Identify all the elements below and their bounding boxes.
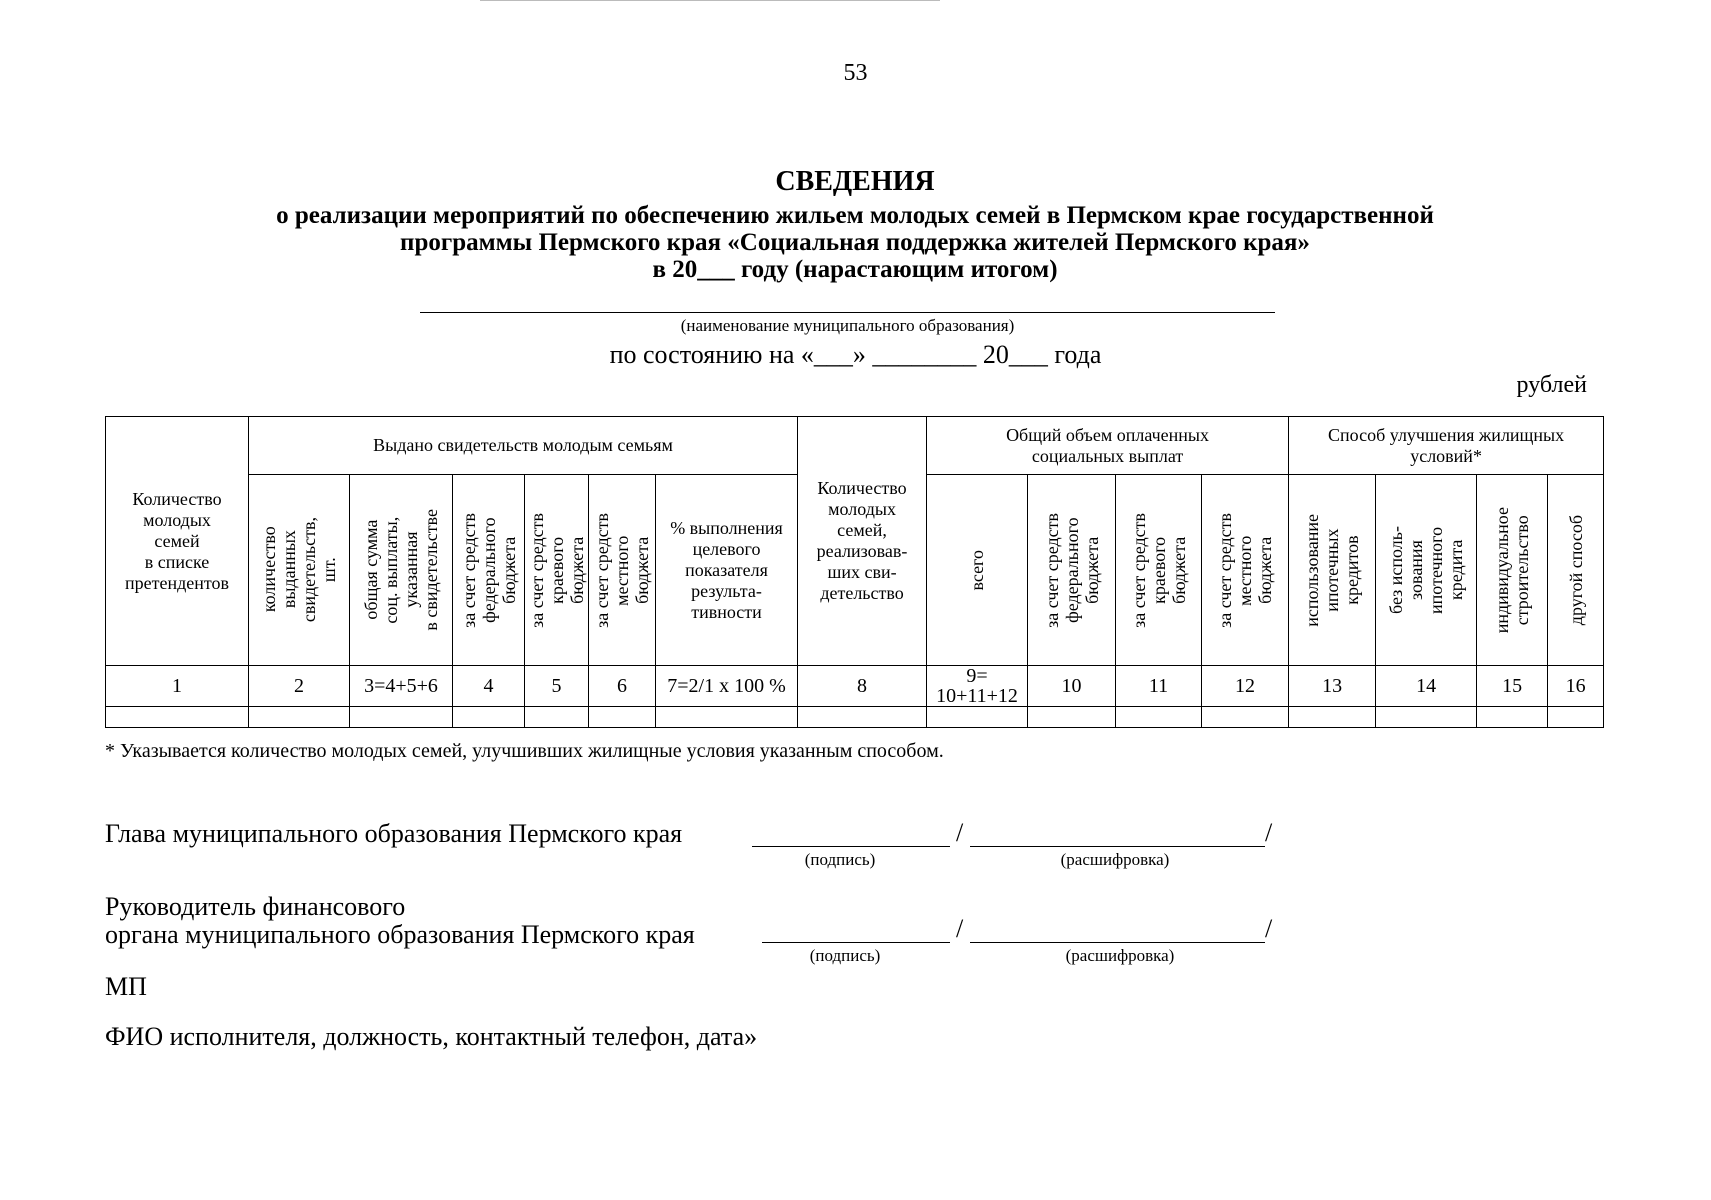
signature-2-slash: / bbox=[956, 914, 964, 943]
signature-2-sign-line[interactable] bbox=[762, 942, 950, 943]
header-total-sum: общая сумма соц. выплаты, указанная в свидетельстве bbox=[350, 475, 453, 666]
header-other-method: другой способ bbox=[1548, 475, 1604, 666]
data-cell[interactable] bbox=[927, 707, 1028, 728]
signature-1-slash-end: / bbox=[1265, 818, 1273, 847]
column-number: 4 bbox=[453, 666, 525, 707]
column-number: 16 bbox=[1548, 666, 1604, 707]
title-line-1: о реализации мероприятий по обеспечению жильем молодых семей в Пермском крае государственной bbox=[276, 202, 1434, 229]
header-paid-total: всего bbox=[927, 475, 1028, 666]
signature-1-decode-caption: (расшифровка) bbox=[1060, 850, 1170, 869]
header-issued-certificates: Выдано свидетельств молодым семьям bbox=[249, 417, 798, 475]
header-mortgage: использование ипотечных кредитов bbox=[1289, 475, 1376, 666]
column-number: 6 bbox=[589, 666, 656, 707]
municipality-caption: (наименование муниципального образования) bbox=[680, 316, 1015, 335]
column-number: 11 bbox=[1116, 666, 1202, 707]
signature-1-sign-caption: (подпись) bbox=[804, 850, 876, 869]
header-families-in-list: Количество молодых семей в списке претендентов bbox=[106, 417, 249, 666]
page-number: 53 bbox=[843, 60, 868, 86]
data-cell[interactable] bbox=[1289, 707, 1376, 728]
title-line-2: программы Пермского края «Социальная поддержка жителей Пермского края» bbox=[400, 229, 1310, 256]
header-paid-payments: Общий объем оплаченных социальных выплат bbox=[927, 417, 1289, 475]
signature-2-slash-end: / bbox=[1265, 914, 1273, 943]
header-no-mortgage: без исполь- зования ипотечного кредита bbox=[1376, 475, 1477, 666]
data-cell[interactable] bbox=[1477, 707, 1548, 728]
column-number: 7=2/1 х 100 % bbox=[656, 666, 798, 707]
data-cell[interactable] bbox=[249, 707, 350, 728]
data-cell[interactable] bbox=[453, 707, 525, 728]
header-issued-count: количество выданных свидетельств, шт. bbox=[249, 475, 350, 666]
column-number: 3=4+5+6 bbox=[350, 666, 453, 707]
signature-1-label: Глава муниципального образования Пермского края bbox=[105, 819, 683, 848]
data-entry-row[interactable] bbox=[106, 707, 1604, 728]
footnote: * Указывается количество молодых семей, улучшивших жилищные условия указанным способом. bbox=[105, 740, 944, 762]
signature-2-decode-line[interactable] bbox=[970, 942, 1265, 943]
title-main: СВЕДЕНИЯ bbox=[775, 166, 935, 197]
column-number: 1 bbox=[106, 666, 249, 707]
header-local-budget: за счет средств местного бюджета bbox=[589, 475, 656, 666]
data-cell[interactable] bbox=[106, 707, 249, 728]
report-table bbox=[105, 416, 1604, 728]
signature-2-decode-caption: (расшифровка) bbox=[1065, 946, 1175, 965]
seal-placeholder: МП bbox=[105, 972, 147, 1001]
column-number: 9= 10+11+12 bbox=[927, 666, 1028, 707]
column-number: 2 bbox=[249, 666, 350, 707]
data-cell[interactable] bbox=[656, 707, 798, 728]
column-numbers-row bbox=[106, 666, 1604, 707]
as-of-date: по состоянию на «___» ________ 20___ года bbox=[609, 340, 1102, 369]
header-paid-local: за счет средств местного бюджета bbox=[1202, 475, 1289, 666]
document-title bbox=[90, 166, 1620, 283]
municipality-name-line[interactable] bbox=[420, 312, 1275, 313]
column-number: 12 bbox=[1202, 666, 1289, 707]
title-line-3: в 20___ году (нарастающим итогом) bbox=[652, 256, 1058, 283]
scan-top-rule bbox=[480, 0, 940, 1]
header-regional-budget: за счет средств краевого бюджета bbox=[525, 475, 589, 666]
signature-1-sign-line[interactable] bbox=[752, 846, 950, 847]
data-cell[interactable] bbox=[1116, 707, 1202, 728]
executor-contact: ФИО исполнителя, должность, контактный телефон, дата» bbox=[105, 1022, 758, 1051]
header-families-realized: Количество молодых семей, реализовав- ших сви- детельство bbox=[798, 417, 927, 666]
data-cell[interactable] bbox=[1202, 707, 1289, 728]
signature-2-sign-caption: (подпись) bbox=[809, 946, 881, 965]
data-cell[interactable] bbox=[525, 707, 589, 728]
signature-1-slash: / bbox=[956, 818, 964, 847]
header-paid-regional: за счет средств краевого бюджета bbox=[1116, 475, 1202, 666]
header-paid-federal: за счет средств федерального бюджета bbox=[1028, 475, 1116, 666]
currency-label: рублей bbox=[1516, 372, 1587, 398]
header-individual-construction: индивидуальное строительство bbox=[1477, 475, 1548, 666]
column-number: 14 bbox=[1376, 666, 1477, 707]
signature-2-label: Руководитель финансового органа муниципального образования Пермского края bbox=[105, 892, 695, 949]
column-number: 10 bbox=[1028, 666, 1116, 707]
column-number: 15 bbox=[1477, 666, 1548, 707]
column-number: 13 bbox=[1289, 666, 1376, 707]
header-target-percent: % выполнения целевого показателя результа- тивности bbox=[656, 475, 798, 666]
data-cell[interactable] bbox=[350, 707, 453, 728]
header-federal-budget: за счет средств федерального бюджета bbox=[453, 475, 525, 666]
data-cell[interactable] bbox=[798, 707, 927, 728]
data-cell[interactable] bbox=[1376, 707, 1477, 728]
header-improvement-method: Способ улучшения жилищных условий* bbox=[1289, 417, 1604, 475]
data-cell[interactable] bbox=[1548, 707, 1604, 728]
data-cell[interactable] bbox=[589, 707, 656, 728]
signature-1-decode-line[interactable] bbox=[970, 846, 1265, 847]
column-number: 8 bbox=[798, 666, 927, 707]
data-cell[interactable] bbox=[1028, 707, 1116, 728]
column-number: 5 bbox=[525, 666, 589, 707]
